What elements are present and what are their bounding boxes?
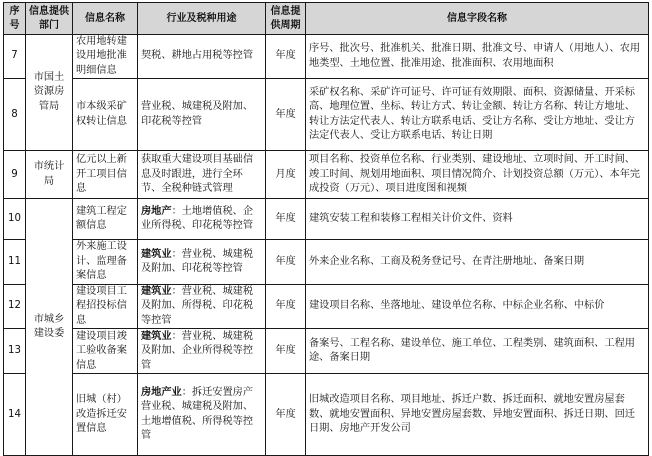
row-purpose-text: ：营业税、城建税及附加、所得税、印花税等控管 [141, 285, 254, 326]
row-fields: 序号、批次号、批准机关、批准日期、批准文号、申请人（用地人）、农用地类型、土地位置、批准用途、批准面积、农用地面积 [306, 35, 649, 79]
table-row [4, 284, 649, 328]
row-seq: 10 [4, 199, 26, 240]
row-info-name: 建设项目工程招投标信息 [73, 284, 138, 328]
info-sharing-table-page [3, 2, 648, 453]
row-industry: 建筑业 [141, 330, 172, 342]
dept-construction: 市城乡建设委 [26, 199, 73, 456]
dept-land: 市国土资源房管局 [26, 35, 73, 151]
table-row [4, 374, 649, 456]
row-cycle: 年度 [266, 35, 306, 79]
header-provider: 信息提供部门 [26, 3, 73, 35]
row-seq: 9 [4, 151, 26, 199]
row-seq: 7 [4, 35, 26, 79]
row-purpose-text: 营业税、城建税及附加、印花税等控管 [141, 101, 254, 127]
row-cycle: 年度 [266, 374, 306, 456]
row-cycle: 年度 [266, 79, 306, 151]
row-purpose [138, 329, 266, 374]
row-cycle: 年度 [266, 329, 306, 374]
row-fields: 采矿权名称、采矿许可证号、许可证有效期限、面积、资源储量、开采标高、地理位置、坐标、转让方式、转让金额、转让方名称、转让方地址、转让方法定代表人、转让方联系电话、受让方名称、受让方地址、受让方法定代表人、受让方联系电话、转让日期 [306, 79, 649, 151]
row-industry: 建筑业 [141, 248, 172, 260]
row-fields: 备案号、工程名称、建设单位、施工单位、工程类别、建筑面积、工程用途、备案日期 [306, 329, 649, 374]
row-industry: 建筑业 [141, 285, 172, 297]
table-body [4, 35, 649, 456]
row-purpose-text: ：拆迁安置房产营业税、城建税及附加、土地增值税、所得税等控管 [141, 386, 254, 442]
row-seq: 13 [4, 329, 26, 374]
row-purpose [138, 199, 266, 240]
row-purpose-text: 获取重大建设项目基础信息及时跟进，进行全环节、全税种链式管理 [141, 154, 254, 195]
row-purpose [138, 151, 266, 199]
header-name: 信息名称 [73, 3, 138, 35]
row-purpose [138, 79, 266, 151]
table-row [4, 79, 649, 151]
row-seq: 12 [4, 284, 26, 328]
row-info-name: 旧城（村）改造拆迁安置信息 [73, 374, 138, 456]
header-fields: 信息字段名称 [306, 3, 649, 35]
row-industry: 房地产 [141, 205, 172, 217]
row-info-name: 外来施工设计、监理备案信息 [73, 240, 138, 284]
row-fields: 外来企业名称、工商及税务登记号、在青注册地址、备案日期 [306, 240, 649, 284]
header-cycle: 信息提供周期 [266, 3, 306, 35]
row-fields: 旧城改造项目名称、项目地址、拆迁户数、拆迁面积、就地安置房屋套数、就地安置面积、异地安置房屋套数、异地安置面积、拆迁日期、回迁日期、房地产开发公司 [306, 374, 649, 456]
row-cycle: 月度 [266, 151, 306, 199]
row-purpose-text: ：营业税、城建税及附加、企业所得税等控管 [141, 330, 254, 371]
dept-stats: 市统计局 [26, 151, 73, 199]
row-info-name: 建设项目竣工验收备案信息 [73, 329, 138, 374]
row-industry: 房地产业 [141, 386, 182, 398]
row-fields: 项目名称、投资单位名称、行业类别、建设地址、立项时间、开工时间、竣工时间、规划用地面积、项目情况简介、计划投资总额（万元）、本年完成投资（万元）、项目进度图和视频 [306, 151, 649, 199]
row-cycle: 年度 [266, 240, 306, 284]
row-fields: 建筑安装工程和装修工程相关计价文件、资料 [306, 199, 649, 240]
info-table [3, 2, 649, 456]
table-row [4, 199, 649, 240]
row-info-name: 农用地转建设用地批准明细信息 [73, 35, 138, 79]
row-purpose-text: 契税、耕地占用税等控管 [141, 50, 254, 62]
row-info-name: 市本级采矿权转让信息 [73, 79, 138, 151]
row-purpose-text: ：土地增值税、企业所得税、印花税等控管 [141, 205, 254, 232]
row-seq: 14 [4, 374, 26, 456]
row-purpose [138, 374, 266, 456]
header-purpose: 行业及税种用途 [138, 3, 266, 35]
row-info-name: 亿元以上新开工项目信息 [73, 151, 138, 199]
row-purpose-text: ：营业税、城建税及附加、印花税等控管 [141, 248, 254, 275]
row-seq: 8 [4, 79, 26, 151]
row-cycle: 年度 [266, 199, 306, 240]
row-cycle: 年度 [266, 284, 306, 328]
row-purpose [138, 240, 266, 284]
row-info-name: 建筑工程定额信息 [73, 199, 138, 240]
table-header [4, 3, 649, 35]
table-row [4, 151, 649, 199]
header-seq: 序号 [4, 3, 26, 35]
row-fields: 建设项目名称、坐落地址、建设单位名称、中标企业名称、中标价 [306, 284, 649, 328]
table-row [4, 329, 649, 374]
row-purpose [138, 35, 266, 79]
row-purpose [138, 284, 266, 328]
table-row [4, 35, 649, 79]
row-seq: 11 [4, 240, 26, 284]
table-row [4, 240, 649, 284]
